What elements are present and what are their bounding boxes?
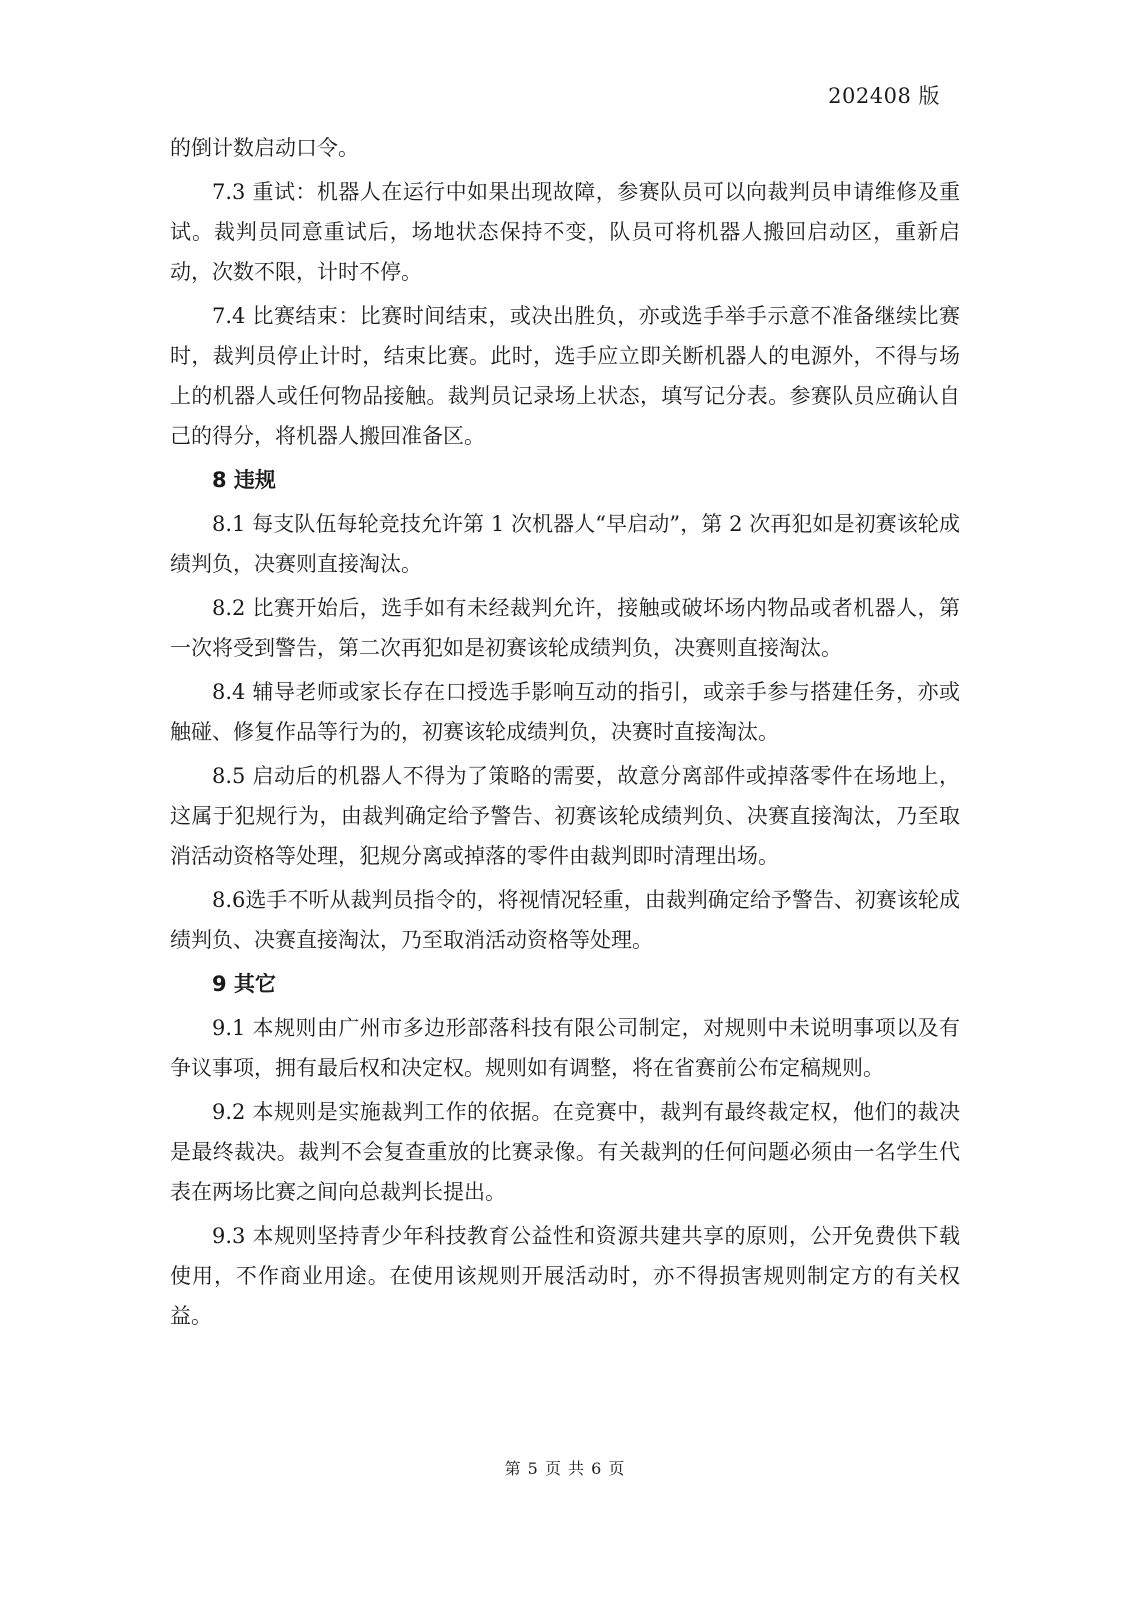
- paragraph-8-4: 8.4 辅导老师或家长存在口授选手影响互动的指引，或亲手参与搭建任务，亦或触碰、修复作品等行为的，初赛该轮成绩判负，决赛时直接淘汰。: [170, 680, 960, 744]
- paragraph-8-5: 8.5 启动后的机器人不得为了策略的需要，故意分离部件或掉落零件在场地上，这属于犯规行为，由裁判确定给予警告、初赛该轮成绩判负、决赛直接淘汰，乃至取消活动资格等处理，犯规分离或掉落的零件由裁判即时清理出场。: [170, 764, 960, 868]
- paragraph-9-3: 9.3 本规则坚持青少年科技教育公益性和资源共建共享的原则，公开免费供下载使用，不作商业用途。在使用该规则开展活动时，亦不得损害规则制定方的有关权益。: [170, 1224, 960, 1328]
- paragraph-9-2: 9.2 本规则是实施裁判工作的依据。在竞赛中，裁判有最终裁定权，他们的裁决是最终裁决。裁判不会复查重放的比赛录像。有关裁判的任何问题必须由一名学生代表在两场比赛之间向总裁判长提出。: [170, 1100, 960, 1204]
- version-label: 202408 版: [828, 84, 940, 108]
- paragraph-9-1: 9.1 本规则由广州市多边形部落科技有限公司制定，对规则中未说明事项以及有争议事项，拥有最后权和决定权。规则如有调整，将在省赛前公布定稿规则。: [170, 1016, 960, 1080]
- document-body: [170, 128, 960, 1340]
- paragraph-continuation: 的倒计数启动口令。: [170, 136, 359, 160]
- paragraph-8-6: 8.6选手不听从裁判员指令的，将视情况轻重，由裁判确定给予警告、初赛该轮成绩判负、决赛直接淘汰，乃至取消活动资格等处理。: [170, 888, 960, 952]
- section-heading-9: 9 其它: [212, 972, 276, 996]
- paragraph-8-2: 8.2 比赛开始后，选手如有未经裁判允许，接触或破坏场内物品或者机器人，第一次将受到警告，第二次再犯如是初赛该轮成绩判负，决赛则直接淘汰。: [170, 596, 960, 660]
- page-number: 第 5 页 共 6 页: [504, 1459, 626, 1478]
- paragraph-8-1: 8.1 每支队伍每轮竞技允许第 1 次机器人“早启动”，第 2 次再犯如是初赛该轮成绩判负，决赛则直接淘汰。: [170, 512, 960, 576]
- section-heading-8: 8 违规: [212, 468, 276, 492]
- paragraph-7-3: 7.3 重试：机器人在运行中如果出现故障，参赛队员可以向裁判员申请维修及重试。裁判员同意重试后，场地状态保持不变，队员可将机器人搬回启动区，重新启动，次数不限，计时不停。: [170, 180, 960, 284]
- paragraph-7-4: 7.4 比赛结束：比赛时间结束，或决出胜负，亦或选手举手示意不准备继续比赛时，裁判员停止计时，结束比赛。此时，选手应立即关断机器人的电源外，不得与场上的机器人或任何物品接触。裁判员记录场上状态，填写记分表。参赛队员应确认自己的得分，将机器人搬回准备区。: [170, 304, 960, 448]
